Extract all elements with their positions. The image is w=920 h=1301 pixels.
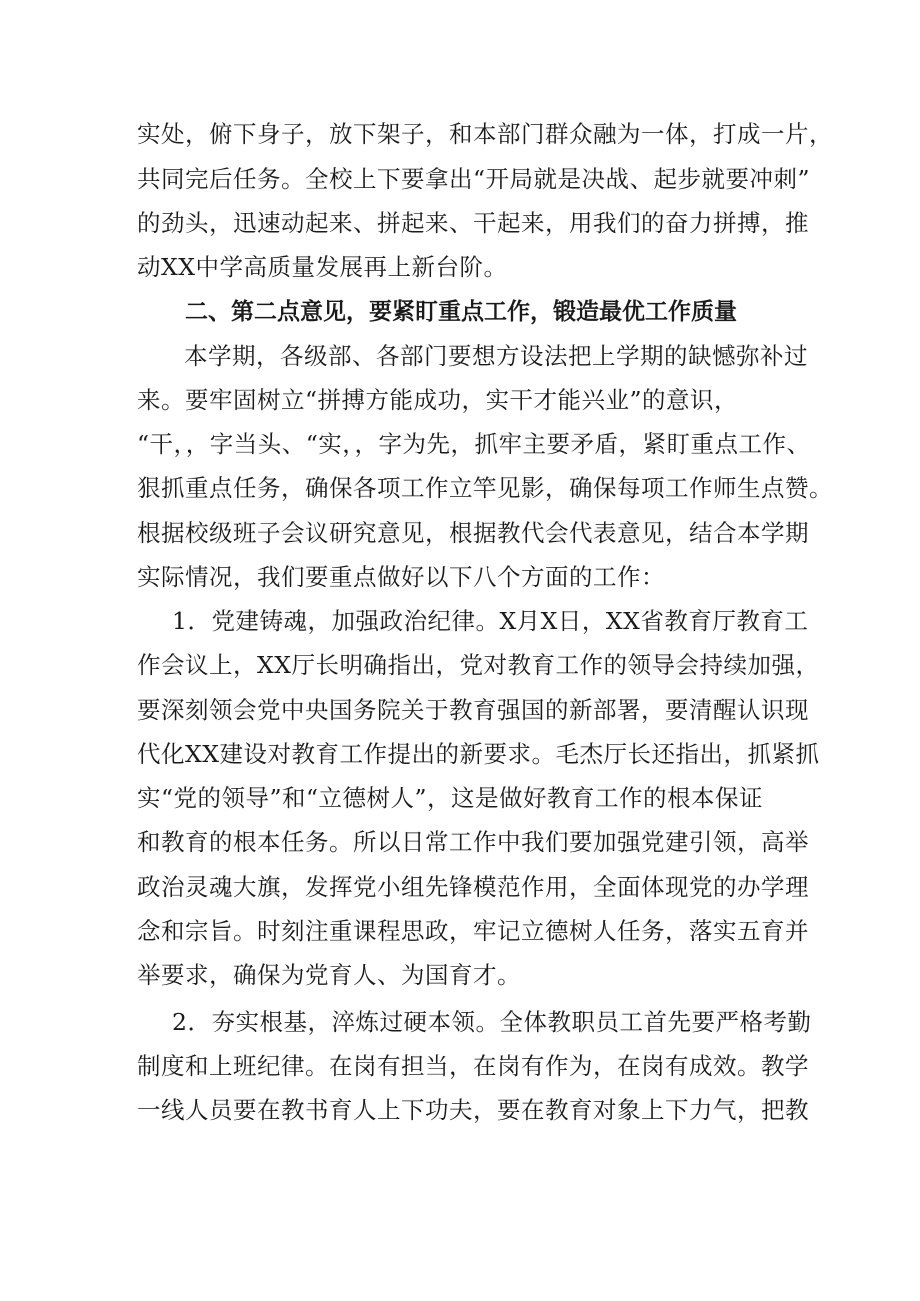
paragraph-line: 和教育的根本任务。所以日常工作中我们要加强党建引领，高举 [137, 828, 809, 856]
paragraph-line: 的劲头，迅速动起来、拼起来、干起来，用我们的奋力拼搏，推 [137, 209, 809, 237]
paragraph-line: 狠抓重点任务，确保各项工作立竿见影，确保每项工作师生点赞。 [137, 474, 833, 502]
paragraph-line: 实处，俯下身子，放下架子，和本部门群众融为一体，打成一片， [137, 120, 833, 148]
paragraph-line: 要深刻领会党中央国务院关于教育强国的新部署，要清醒认识现 [137, 696, 809, 724]
paragraph-line: 1．党建铸魂，加强政治纪律。X月X日，XX省教育厅教育工 [172, 607, 809, 635]
paragraph-line: 实际情况，我们要重点做好以下八个方面的工作： [137, 563, 665, 591]
paragraph-line: 本学期，各级部、各部门要想方设法把上学期的缺憾弥补过 [184, 342, 808, 370]
paragraph-line: 一线人员要在教书育人上下功夫，要在教育对象上下力气，把教 [137, 1096, 809, 1124]
paragraph-line: 2．夯实根基，淬炼过硬本领。全体教职员工首先要严格考勤 [172, 1008, 812, 1036]
paragraph-line: 作会议上，XX厅长明确指出，党对教育工作的领导会持续加强， [137, 651, 820, 679]
paragraph-line: 根据校级班子会议研究意见，根据教代会代表意见，结合本学期 [137, 519, 809, 547]
paragraph-line: 代化XX建设对教育工作提出的新要求。毛杰厅长还指出，抓紧抓 [137, 740, 820, 768]
paragraph-line: 来。要牢固树立“拼搏方能成功，实干才能兴业”的意识， [137, 386, 739, 414]
section-heading: 二、第二点意见，要紧盯重点工作，锻造最优工作质量 [185, 299, 737, 325]
paragraph-line: 政治灵魂大旗，发挥党小组先锋模范作用，全面体现党的办学理 [137, 873, 809, 901]
paragraph-line: 举要求，确保为党育人、为国育才。 [137, 961, 521, 989]
paragraph-line: 制度和上班纪律。在岗有担当，在岗有作为，在岗有成效。教学 [137, 1052, 809, 1080]
paragraph-line: 实“党的领导”和“立德树人”，这是做好教育工作的根本保证 [137, 784, 764, 812]
paragraph-line: “干，，字当头、“实，，字为先，抓牢主要矛盾，紧盯重点工作、 [137, 430, 811, 458]
paragraph-line: 共同完后任务。全校上下要拿出“开局就是决战、起步就要冲刺” [137, 165, 811, 193]
paragraph-line: 念和宗旨。时刻注重课程思政，牢记立德树人任务，落实五育并 [137, 917, 809, 945]
paragraph-line: 动XX中学高质量发展再上新台阶。 [137, 253, 508, 281]
